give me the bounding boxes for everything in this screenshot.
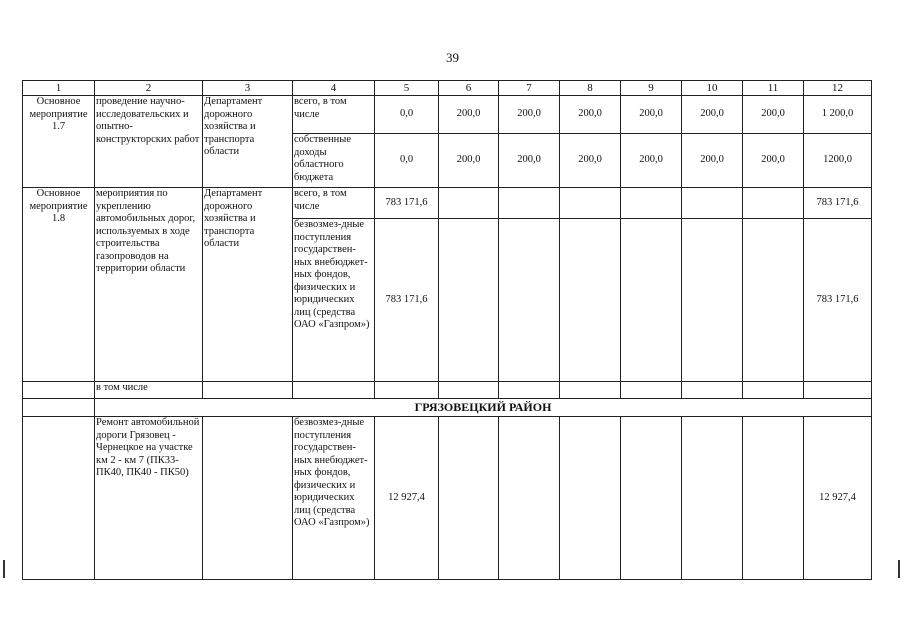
value-cell xyxy=(499,188,560,219)
value-cell: 0,0 xyxy=(375,134,439,188)
value-cell: 783 171,6 xyxy=(375,219,439,382)
col-header: 11 xyxy=(743,81,804,96)
table-row xyxy=(23,417,872,580)
value-cell: 200,0 xyxy=(682,134,743,188)
value-cell: 200,0 xyxy=(743,134,804,188)
col-header: 2 xyxy=(95,81,203,96)
value-cell xyxy=(499,219,560,382)
empty-cell xyxy=(682,382,743,399)
value-cell xyxy=(499,417,560,580)
table-row xyxy=(23,96,872,134)
empty-cell xyxy=(560,382,621,399)
scan-edge-mark-right xyxy=(898,560,900,578)
funding-source: собственные доходы областного бюджета xyxy=(293,134,375,188)
empty-cell xyxy=(743,382,804,399)
value-cell xyxy=(560,188,621,219)
value-cell: 0,0 xyxy=(375,96,439,134)
repair-executor xyxy=(203,417,293,580)
region-row xyxy=(23,399,872,417)
empty-cell xyxy=(23,399,95,417)
value-cell: 200,0 xyxy=(499,134,560,188)
empty-cell xyxy=(621,382,682,399)
col-header: 7 xyxy=(499,81,560,96)
table-row xyxy=(23,382,872,399)
page-number: 39 xyxy=(446,50,459,65)
value-cell xyxy=(682,417,743,580)
value-cell xyxy=(439,188,499,219)
measure-name: Основное мероприятие 1.8 xyxy=(23,188,95,382)
value-cell xyxy=(743,219,804,382)
col-header: 12 xyxy=(804,81,872,96)
col-header: 10 xyxy=(682,81,743,96)
col-header: 4 xyxy=(293,81,375,96)
financing-table xyxy=(22,80,872,580)
value-cell: 200,0 xyxy=(560,134,621,188)
value-cell xyxy=(439,417,499,580)
value-cell: 783 171,6 xyxy=(375,188,439,219)
col-header: 3 xyxy=(203,81,293,96)
measure-description: мероприятия по укреплению автомобильных дорог, используемых в ходе строительства газопроводов на территории области xyxy=(95,188,203,382)
empty-cell xyxy=(203,382,293,399)
value-cell xyxy=(743,188,804,219)
region-title: ГРЯЗОВЕЦКИЙ РАЙОН xyxy=(95,399,872,417)
funding-source: безвозмез-дные поступления государствен-ных внебюджет-ных фондов, физических и юридических лиц (средства ОАО «Газпром») xyxy=(293,219,375,382)
value-cell: 200,0 xyxy=(439,134,499,188)
col-header: 1 xyxy=(23,81,95,96)
value-cell: 200,0 xyxy=(682,96,743,134)
col-header: 6 xyxy=(439,81,499,96)
funding-source: всего, в том числе xyxy=(293,96,375,134)
value-cell: 1200,0 xyxy=(804,134,872,188)
value-cell: 12 927,4 xyxy=(804,417,872,580)
value-cell xyxy=(621,188,682,219)
measure-name: Основное мероприятие 1.7 xyxy=(23,96,95,188)
value-cell: 200,0 xyxy=(621,134,682,188)
empty-cell xyxy=(293,382,375,399)
value-cell xyxy=(621,219,682,382)
empty-cell xyxy=(499,382,560,399)
empty-cell xyxy=(23,417,95,580)
value-cell xyxy=(560,219,621,382)
value-cell xyxy=(682,188,743,219)
col-header: 5 xyxy=(375,81,439,96)
column-numbers-row xyxy=(23,81,872,96)
table-row xyxy=(23,188,872,219)
empty-cell xyxy=(439,382,499,399)
measure-executor: Департамент дорожного хозяйства и транспорта области xyxy=(203,188,293,382)
empty-cell xyxy=(804,382,872,399)
scan-edge-mark-left xyxy=(3,560,5,578)
value-cell: 783 171,6 xyxy=(804,188,872,219)
empty-cell xyxy=(375,382,439,399)
value-cell: 783 171,6 xyxy=(804,219,872,382)
value-cell: 200,0 xyxy=(621,96,682,134)
value-cell xyxy=(560,417,621,580)
value-cell xyxy=(743,417,804,580)
including-label: в том числе xyxy=(95,382,203,399)
measure-executor: Департамент дорожного хозяйства и транспорта области xyxy=(203,96,293,188)
value-cell xyxy=(439,219,499,382)
repair-description: Ремонт автомобильной дороги Грязовец - Чернецкое на участке км 2 - км 7 (ПК33-ПК40, ПК40 - ПК50) xyxy=(95,417,203,580)
value-cell: 200,0 xyxy=(439,96,499,134)
value-cell: 12 927,4 xyxy=(375,417,439,580)
value-cell: 1 200,0 xyxy=(804,96,872,134)
funding-source: всего, в том числе xyxy=(293,188,375,219)
value-cell: 200,0 xyxy=(499,96,560,134)
funding-source: безвозмез-дные поступления государствен-ных внебюджет-ных фондов, физических и юридических лиц (средства ОАО «Газпром») xyxy=(293,417,375,580)
empty-cell xyxy=(23,382,95,399)
col-header: 9 xyxy=(621,81,682,96)
value-cell: 200,0 xyxy=(743,96,804,134)
value-cell: 200,0 xyxy=(560,96,621,134)
measure-description: проведение научно-исследовательских и опытно-конструкторских работ xyxy=(95,96,203,188)
value-cell xyxy=(682,219,743,382)
col-header: 8 xyxy=(560,81,621,96)
value-cell xyxy=(621,417,682,580)
